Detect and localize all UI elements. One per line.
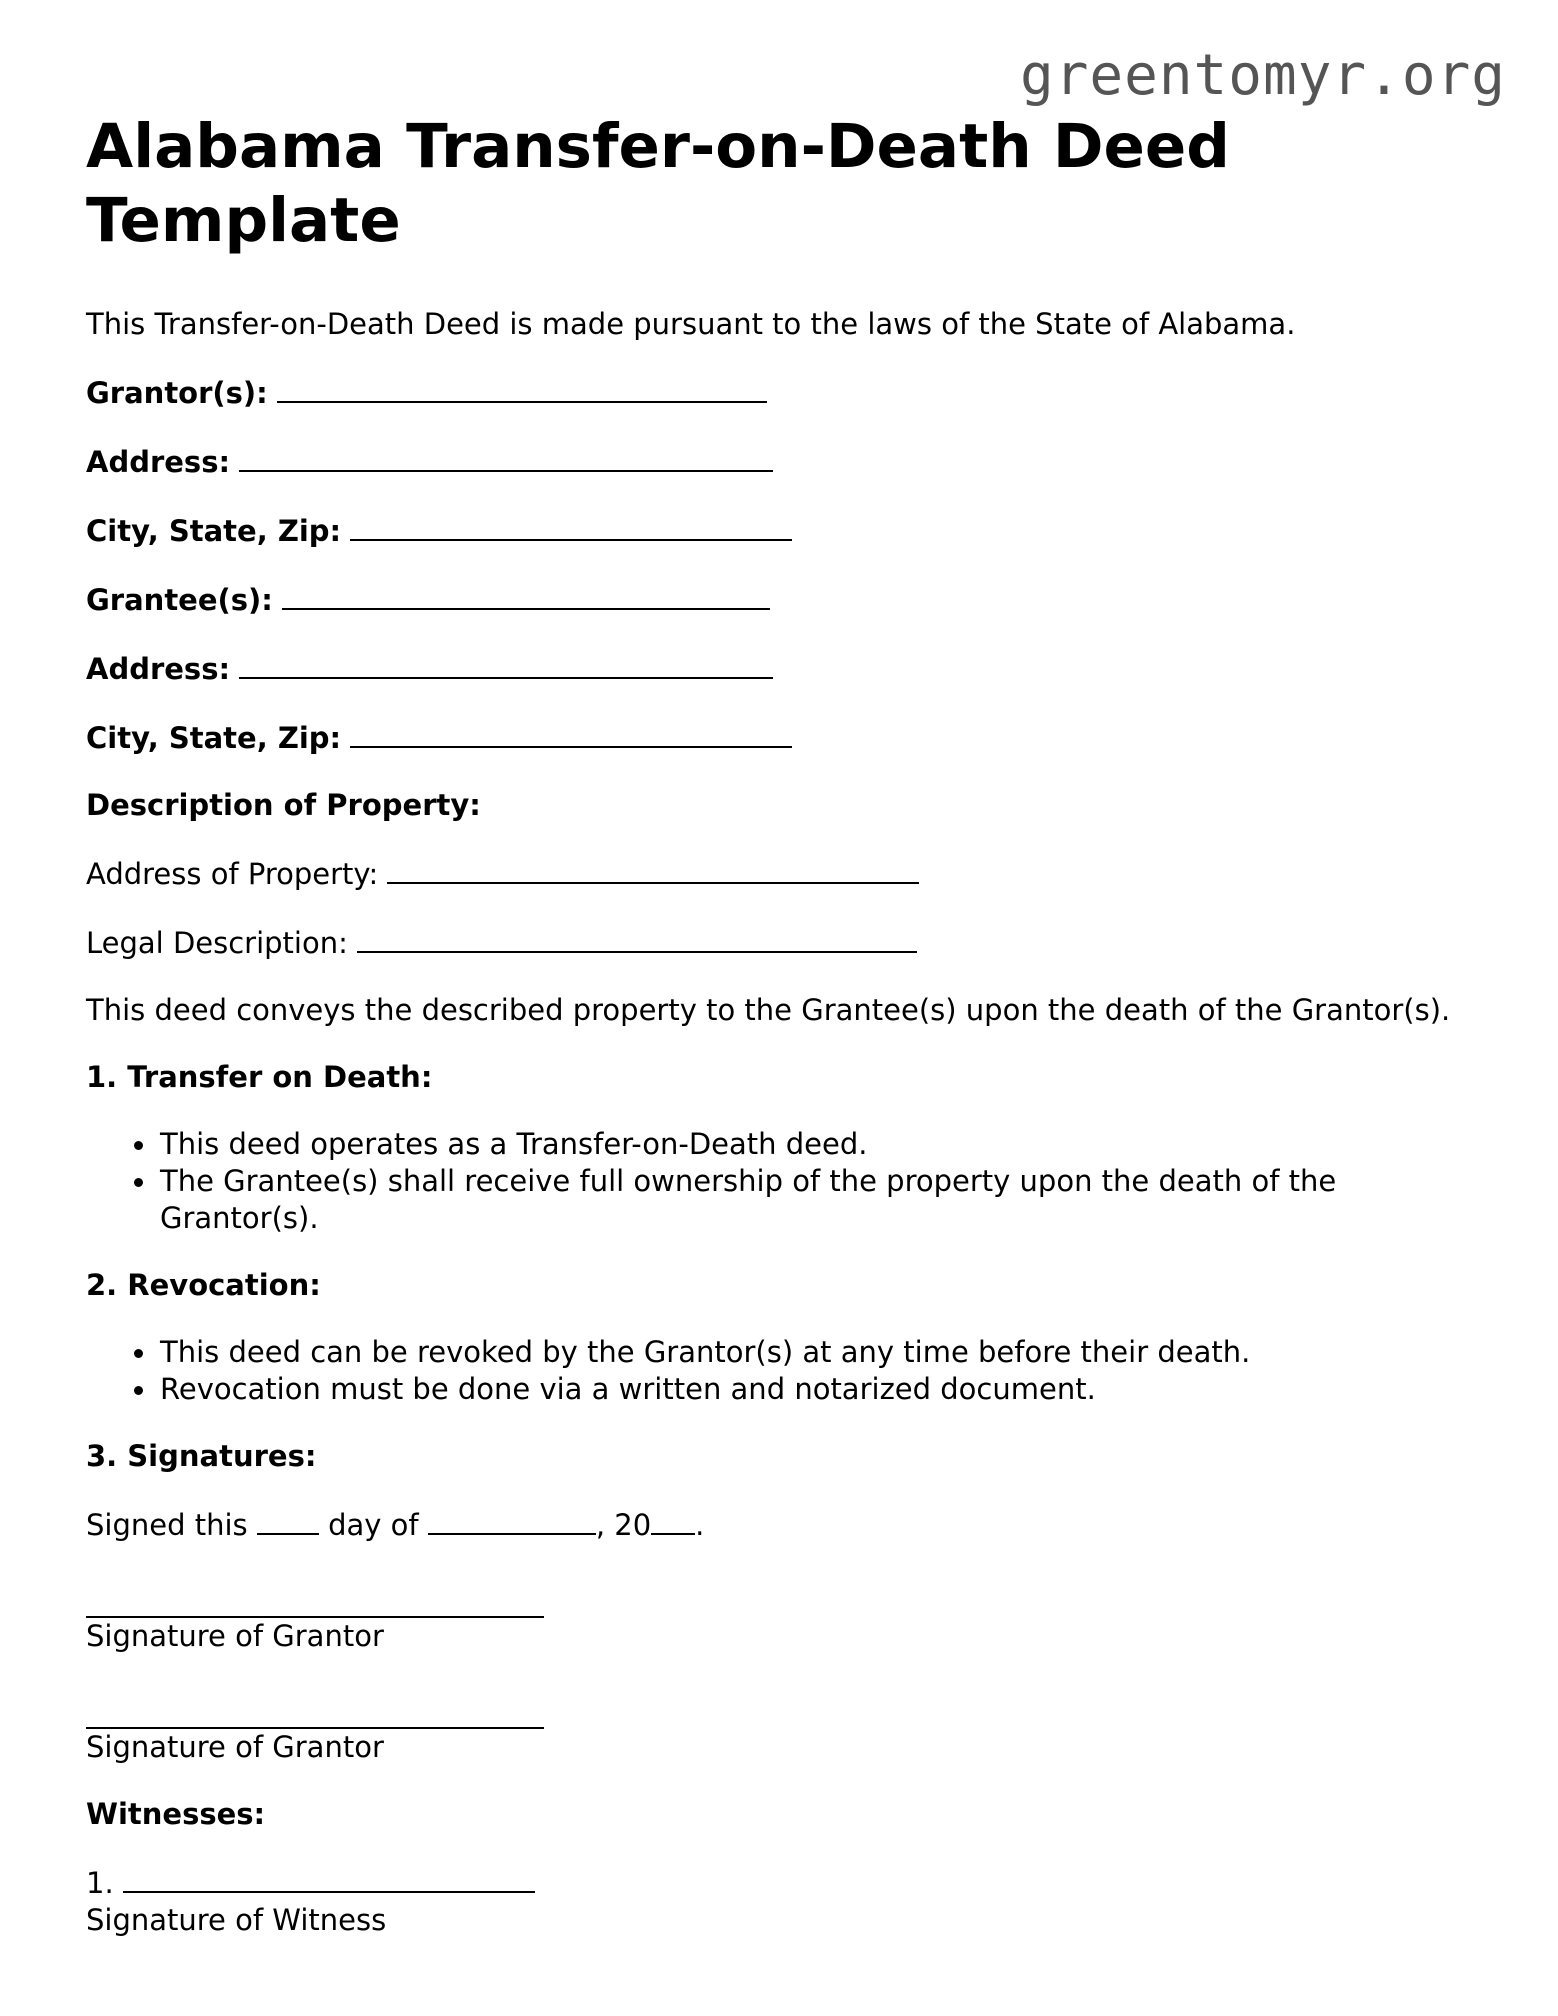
witness-number: 1. <box>86 1866 114 1900</box>
list-item: This deed operates as a Transfer-on-Death deed. <box>160 1126 1486 1163</box>
list-item: The Grantee(s) shall receive full ownership of the property upon the death of the Grantor(s). <box>160 1163 1486 1237</box>
grantee-city-field <box>86 718 1486 757</box>
grantor-address-field <box>86 442 1486 481</box>
legal-description-blank[interactable] <box>357 923 917 953</box>
grantor-city-field <box>86 511 1486 550</box>
watermark: greentomyr.org <box>1019 43 1506 108</box>
grantor-name-field <box>86 373 1486 412</box>
grantor-address-blank[interactable] <box>239 442 773 472</box>
property-address-label: Address of Property: <box>86 857 379 891</box>
signed-day-blank[interactable] <box>257 1505 319 1535</box>
witness-1-line <box>86 1863 1486 1902</box>
property-address-field <box>86 854 1486 893</box>
grantor-signature-block-1 <box>86 1592 1486 1655</box>
grantee-name-field <box>86 580 1486 619</box>
grantor-city-label: City, State, Zip: <box>86 514 342 548</box>
document-title: Alabama Transfer-on-Death Deed Template <box>86 111 1230 256</box>
intro-text: This Transfer-on-Death Deed is made pursuant to the laws of the State of Alabama. <box>86 307 1296 341</box>
grantor-signature-line[interactable] <box>86 1703 544 1729</box>
legal-description-field <box>86 923 1486 962</box>
grantor-name-label: Grantor(s): <box>86 376 268 410</box>
signatures-heading: 3. Signatures: <box>86 1439 317 1473</box>
conveyance-text: This deed conveys the described property to the Grantee(s) upon the death of the Grantor(s). <box>86 993 1451 1027</box>
signed-prefix: Signed this <box>86 1508 248 1542</box>
signed-year-blank[interactable] <box>651 1505 695 1535</box>
signed-year-prefix: , 20 <box>595 1508 652 1542</box>
grantor-name-blank[interactable] <box>277 373 767 403</box>
list-item: This deed can be revoked by the Grantor(s) at any time before their death. <box>160 1334 1486 1371</box>
grantee-city-label: City, State, Zip: <box>86 721 342 755</box>
property-heading: Description of Property: <box>86 788 481 822</box>
legal-description-label: Legal Description: <box>86 926 348 960</box>
revocation-heading: 2. Revocation: <box>86 1268 321 1302</box>
grantee-address-blank[interactable] <box>239 649 773 679</box>
grantor-city-blank[interactable] <box>350 511 792 541</box>
property-address-blank[interactable] <box>387 854 919 884</box>
grantor-signature-caption: Signature of Grantor <box>86 1730 384 1764</box>
witness-signature-blank[interactable] <box>123 1863 535 1893</box>
document-page <box>86 104 1486 1939</box>
transfer-heading: 1. Transfer on Death: <box>86 1060 433 1094</box>
witness-signature-caption: Signature of Witness <box>86 1903 387 1937</box>
grantee-name-label: Grantee(s): <box>86 583 273 617</box>
grantor-address-label: Address: <box>86 445 231 479</box>
grantee-name-blank[interactable] <box>282 580 770 610</box>
signed-day-of: day of <box>328 1508 419 1542</box>
transfer-list <box>86 1126 1486 1237</box>
grantor-signature-line[interactable] <box>86 1592 544 1618</box>
signed-date-line <box>86 1505 1486 1544</box>
grantor-signature-block-2 <box>86 1703 1486 1766</box>
witnesses-heading: Witnesses: <box>86 1797 266 1831</box>
signed-suffix: . <box>695 1508 705 1542</box>
revocation-list <box>86 1334 1486 1408</box>
grantee-city-blank[interactable] <box>350 718 792 748</box>
grantor-signature-caption: Signature of Grantor <box>86 1619 384 1653</box>
list-item: Revocation must be done via a written and notarized document. <box>160 1371 1486 1408</box>
grantee-address-field <box>86 649 1486 688</box>
grantee-address-label: Address: <box>86 652 231 686</box>
signed-month-blank[interactable] <box>428 1505 596 1535</box>
